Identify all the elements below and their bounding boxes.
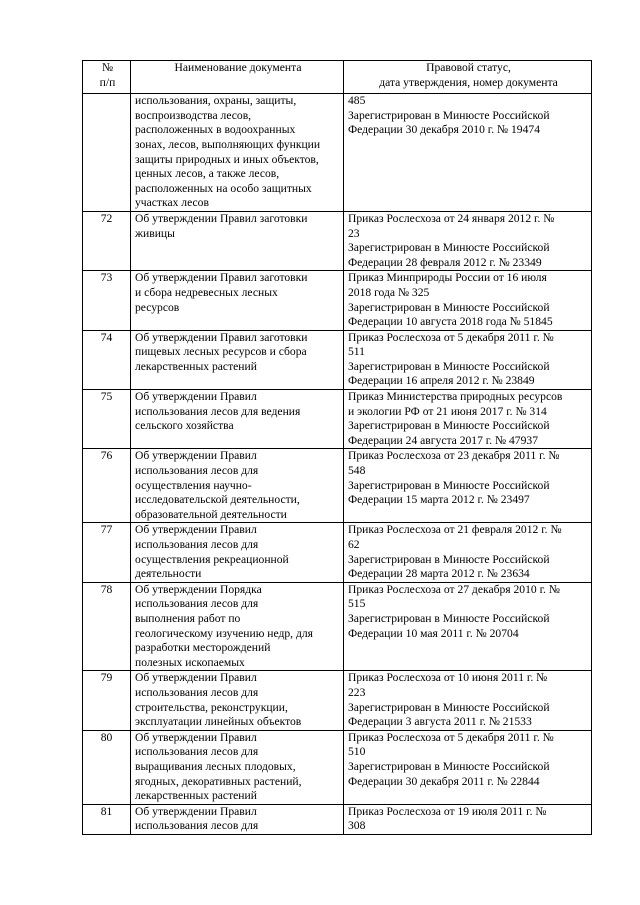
legal-status-line: и экологии РФ от 21 июня 2017 г. № 314	[348, 404, 547, 418]
legal-status-cell	[344, 211, 592, 270]
row-number: 73	[83, 271, 131, 330]
header-legal-status	[344, 61, 592, 94]
document-name-line: Об утверждении Правил заготовки	[135, 211, 308, 225]
table-row	[83, 330, 592, 389]
document-name-line: эксплуатации линейных объектов	[135, 715, 302, 729]
row-number: 76	[83, 449, 131, 523]
document-name-line: использования, охраны, защиты,	[135, 94, 297, 108]
document-page	[82, 60, 591, 835]
legal-status-line: 510	[348, 745, 366, 759]
row-number: 77	[83, 523, 131, 582]
legal-status-cell	[344, 582, 592, 671]
legal-status-line: 62	[348, 538, 360, 551]
header-number-line2: п/п	[99, 75, 116, 89]
document-name-line: Об утверждении Правил заготовки	[135, 271, 308, 285]
document-name-line: выполнения работ по	[135, 611, 241, 625]
legal-status-line: Зарегистрирован в Минюсте Российской	[348, 359, 550, 373]
document-name-line: осуществления рекреационной	[135, 552, 289, 566]
legal-status-line: Зарегистрирован в Минюсте Российской	[348, 108, 550, 122]
document-name-line: зонах, лесов, выполняющих функции	[135, 137, 321, 151]
document-name-line: использования лесов для	[135, 464, 259, 478]
legal-status-line: Приказ Рослесхоза от 27 декабря 2010 г. №	[348, 582, 560, 596]
legal-status-line: Приказ Рослесхоза от 21 февраля 2012 г. №	[348, 523, 562, 537]
document-name-line: выращивания лесных плодовых,	[135, 759, 296, 773]
legal-status-line: Федерации 15 марта 2012 г. № 23497	[348, 493, 530, 507]
document-name-line: участках лесов	[135, 196, 209, 210]
document-name-line: ресурсов	[135, 300, 180, 314]
document-name-cell	[131, 94, 344, 212]
document-name-line: расположенных в водоохранных	[135, 123, 296, 137]
header-number-line1: №	[101, 61, 114, 74]
header-status-line2: дата утверждения, номер документа	[379, 75, 558, 89]
row-number: 80	[83, 730, 131, 804]
document-name-line: Об утверждении Правил	[135, 390, 257, 404]
document-name-line: лекарственных растений	[135, 359, 257, 373]
legal-status-line: Зарегистрирован в Минюсте Российской	[348, 300, 550, 314]
table-row	[83, 271, 592, 330]
table-header-row	[83, 61, 592, 94]
header-number	[83, 61, 131, 94]
document-name-line: разработки месторождений	[135, 641, 271, 655]
document-name-cell	[131, 271, 344, 330]
legal-status-line: Зарегистрирован в Минюсте Российской	[348, 241, 550, 255]
row-number: 74	[83, 330, 131, 389]
document-name-line: Об утверждении Правил заготовки	[135, 330, 308, 344]
legal-status-line: Федерации 28 марта 2012 г. № 23634	[348, 567, 530, 581]
document-name-line: защиты природных и иных объектов,	[135, 152, 319, 166]
legal-status-line: Федерации 30 декабря 2010 г. № 19474	[348, 123, 540, 137]
legal-status-line: 515	[348, 597, 366, 611]
row-number	[83, 94, 131, 212]
document-name-line: живицы	[135, 226, 175, 240]
document-name-line: полезных ископаемых	[135, 655, 245, 669]
document-name-line: использования лесов для	[135, 685, 259, 699]
legal-status-cell	[344, 390, 592, 449]
legal-status-cell	[344, 523, 592, 582]
legal-status-line: Федерации 24 августа 2017 г. № 47937	[348, 433, 538, 447]
legal-status-cell	[344, 730, 592, 804]
legal-status-cell	[344, 671, 592, 730]
document-name-cell	[131, 582, 344, 671]
table-row	[83, 449, 592, 523]
document-name-line: геологическому изучению недр, для	[135, 626, 313, 640]
legal-status-line: 223	[348, 685, 366, 699]
document-name-line: использования лесов для	[135, 745, 259, 759]
legal-status-line: Федерации 30 декабря 2011 г. № 22844	[348, 774, 540, 788]
document-name-line: исследовательской деятельности,	[135, 493, 300, 507]
document-name-line: расположенных на особо защитных	[135, 181, 312, 195]
document-name-line: осуществления научно-	[135, 478, 252, 492]
legal-status-line: Зарегистрирован в Минюсте Российской	[348, 700, 550, 714]
legal-status-line: Приказ Рослесхоза от 5 декабря 2011 г. №	[348, 330, 554, 344]
table-row	[83, 94, 592, 212]
document-name-cell	[131, 730, 344, 804]
table-row	[83, 390, 592, 449]
legal-status-cell	[344, 271, 592, 330]
row-number: 72	[83, 211, 131, 270]
table-row	[83, 804, 592, 834]
legal-status-line: 23	[348, 226, 360, 240]
legal-status-line: Зарегистрирован в Минюсте Российской	[348, 478, 550, 492]
legal-status-line: 548	[348, 464, 366, 478]
regulations-table	[82, 60, 592, 835]
table-row	[83, 671, 592, 730]
document-name-line: использования лесов для	[135, 538, 259, 551]
row-number: 78	[83, 582, 131, 671]
legal-status-line: Федерации 16 апреля 2012 г. № 23849	[348, 374, 535, 388]
row-number: 81	[83, 804, 131, 834]
legal-status-line: Приказ Рослесхоза от 19 июля 2011 г. №	[348, 804, 547, 818]
header-name-text: Наименование документа	[174, 61, 302, 74]
legal-status-line: Федерации 28 февраля 2012 г. № 23349	[348, 255, 542, 269]
legal-status-cell	[344, 449, 592, 523]
legal-status-line: Приказ Рослесхоза от 24 января 2012 г. №	[348, 211, 555, 225]
table-row	[83, 730, 592, 804]
table-body	[83, 94, 592, 835]
legal-status-line: 2018 года № 325	[348, 285, 430, 299]
legal-status-line: 511	[348, 345, 365, 359]
document-name-line: пищевых лесных ресурсов и сбора	[135, 345, 307, 359]
table-row	[83, 582, 592, 671]
document-name-line: ягодных, декоративных растений,	[135, 774, 302, 788]
legal-status-line: Зарегистрирован в Минюсте Российской	[348, 552, 550, 566]
document-name-line: ценных лесов, а также лесов,	[135, 167, 280, 181]
legal-status-line: Федерации 10 августа 2018 года № 51845	[348, 315, 553, 329]
document-name-line: сельского хозяйства	[135, 419, 234, 433]
document-name-line: Об утверждении Правил	[135, 730, 257, 744]
document-name-line: Об утверждении Порядка	[135, 582, 262, 596]
document-name-line: и сбора недревесных лесных	[135, 285, 278, 299]
document-name-line: использования лесов для ведения	[135, 404, 301, 418]
document-name-cell	[131, 804, 344, 834]
document-name-line: использования лесов для	[135, 819, 259, 833]
legal-status-line: Федерации 10 мая 2011 г. № 20704	[348, 626, 519, 640]
row-number: 79	[83, 671, 131, 730]
legal-status-line: Приказ Рослесхоза от 23 декабря 2011 г. №	[348, 449, 560, 463]
legal-status-line: Зарегистрирован в Минюсте Российской	[348, 419, 550, 433]
row-number: 75	[83, 390, 131, 449]
legal-status-line: Федерации 3 августа 2011 г. № 21533	[348, 715, 532, 729]
document-name-cell	[131, 449, 344, 523]
legal-status-cell	[344, 94, 592, 212]
legal-status-cell	[344, 804, 592, 834]
document-name-line: Об утверждении Правил	[135, 804, 257, 818]
legal-status-line: 308	[348, 819, 366, 833]
document-name-line: использования лесов для	[135, 597, 259, 611]
header-document-name	[131, 61, 344, 94]
legal-status-line: Зарегистрирован в Минюсте Российской	[348, 759, 550, 773]
document-name-line: воспроизводства лесов,	[135, 108, 252, 122]
document-name-cell	[131, 211, 344, 270]
header-status-line1: Правовой статус,	[426, 61, 511, 74]
legal-status-line: Приказ Министерства природных ресурсов	[348, 390, 563, 404]
document-name-line: деятельности	[135, 567, 202, 581]
document-name-cell	[131, 523, 344, 582]
document-name-line: образовательной деятельности	[135, 507, 287, 521]
legal-status-line: Приказ Рослесхоза от 5 декабря 2011 г. №	[348, 730, 554, 744]
document-name-cell	[131, 390, 344, 449]
document-name-line: Об утверждении Правил	[135, 449, 257, 463]
legal-status-line: 485	[348, 94, 366, 108]
document-name-cell	[131, 671, 344, 730]
legal-status-line: Приказ Рослесхоза от 10 июня 2011 г. №	[348, 671, 548, 685]
document-name-line: Об утверждении Правил	[135, 523, 257, 537]
document-name-line: лекарственных растений	[135, 789, 257, 803]
legal-status-line: Зарегистрирован в Минюсте Российской	[348, 611, 550, 625]
legal-status-cell	[344, 330, 592, 389]
document-name-cell	[131, 330, 344, 389]
legal-status-line: Приказ Минприроды России от 16 июля	[348, 271, 547, 285]
document-name-line: Об утверждении Правил	[135, 671, 257, 685]
table-row	[83, 211, 592, 270]
table-row	[83, 523, 592, 582]
document-name-line: строительства, реконструкции,	[135, 700, 288, 714]
